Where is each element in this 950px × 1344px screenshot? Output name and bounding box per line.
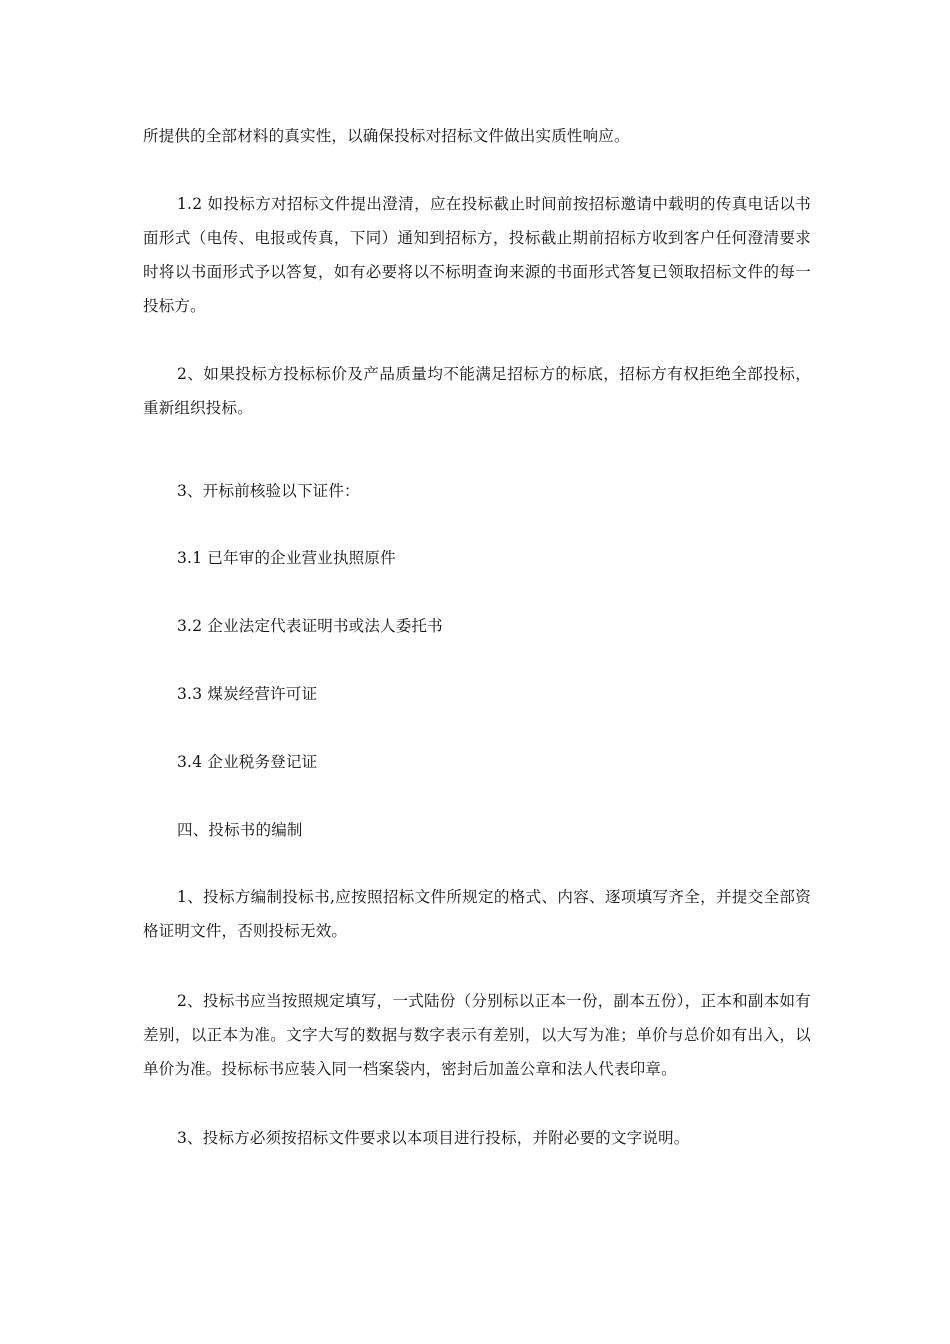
paragraph-3-bid-requirements: 3、投标方必须按招标文件要求以本项目进行投标，并附必要的文字说明。 bbox=[177, 1129, 690, 1147]
paragraph-3-2-legal-representative: 3.2 企业法定代表证明书或法人委托书 bbox=[177, 617, 443, 635]
paragraph-1-2-clarification: 1.2 如投标方对招标文件提出澄清，应在投标截止时间前按招标邀请中载明的传真电话以书面形式（电传、电报或传真，下同）通知到招标方，投标截止期前招标方收到客户任何澄清要求时将以书面形式予以答复，如有必要将以不标明查询来源的书面形式答复已领取招标文件的每一投标方。 bbox=[143, 195, 811, 315]
paragraph-2-reject-bids: 2、如果投标方投标标价及产品质量均不能满足招标方的标底，招标方有权拒绝全部投标，重新组织投标。 bbox=[143, 365, 811, 417]
paragraph-1-bid-format: 1、投标方编制投标书,应按照招标文件所规定的格式、内容、逐项填写齐全，并提交全部资格证明文件，否则投标无效。 bbox=[143, 888, 811, 940]
paragraph-continuation: 所提供的全部材料的真实性，以确保投标对招标文件做出实质性响应。 bbox=[143, 127, 630, 145]
section-heading-bid-preparation: 四、投标书的编制 bbox=[177, 821, 303, 839]
paragraph-3-3-coal-license: 3.3 煤炭经营许可证 bbox=[177, 685, 318, 703]
paragraph-3-verify-documents: 3、开标前核验以下证件： bbox=[177, 482, 360, 500]
paragraph-3-1-business-license: 3.1 已年审的企业营业执照原件 bbox=[177, 549, 396, 567]
paragraph-2-bid-copies: 2、投标书应当按照规定填写，一式陆份（分别标以正本一份，副本五份），正本和副本如有差别，以正本为准。文字大写的数据与数字表示有差别，以大写为准；单价与总价如有出入，以单价为准。投标标书应装入同一档案袋内，密封后加盖公章和法人代表印章。 bbox=[143, 992, 811, 1078]
paragraph-3-4-tax-registration: 3.4 企业税务登记证 bbox=[177, 753, 318, 771]
